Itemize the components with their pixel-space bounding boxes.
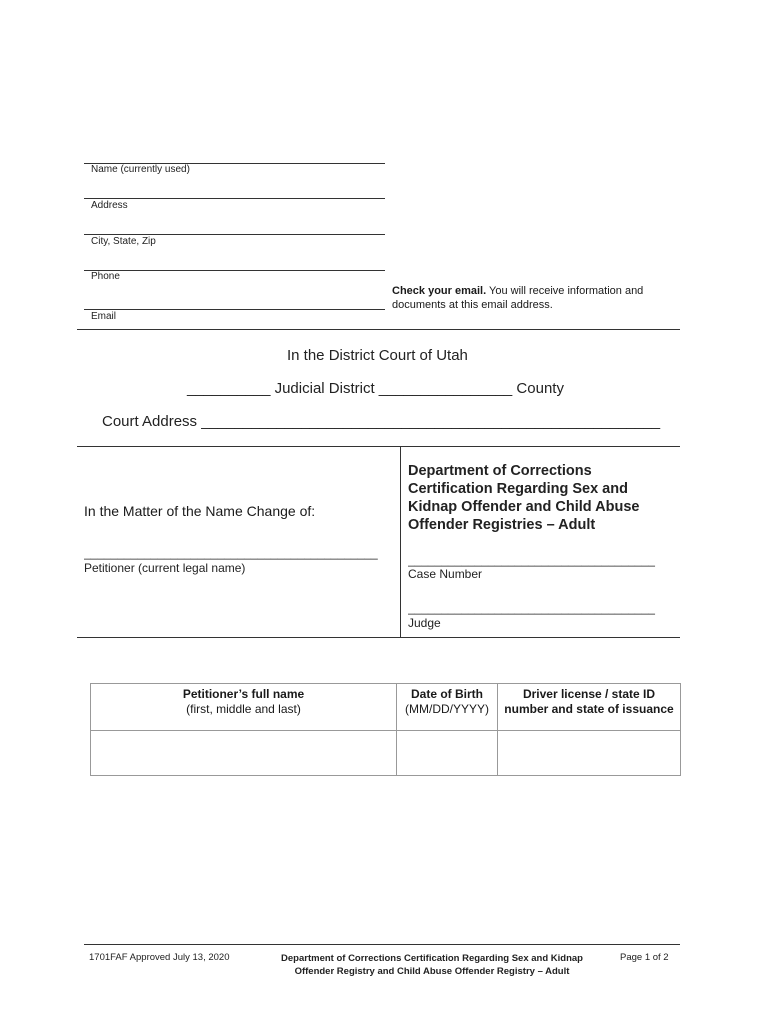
judge-label: Judge <box>408 616 441 630</box>
address-line <box>84 198 385 199</box>
phone-label: Phone <box>91 271 120 282</box>
license-header <box>498 684 681 731</box>
form-id: 1701FAF Approved July 13, 2020 <box>89 952 230 963</box>
footer-title-line1: Department of Corrections Certification Regarding Sex and Kidnap <box>281 953 583 964</box>
full-name-cell[interactable] <box>91 731 397 776</box>
dob-header <box>397 684 498 731</box>
dob-cell[interactable] <box>397 731 498 776</box>
court-address: Court Address _______________________________________________________ <box>102 413 661 430</box>
city-line <box>84 234 385 235</box>
caption-bottom-border <box>77 637 680 638</box>
footer-title-line2: Offender Registry and Child Abuse Offender Registry – Adult <box>294 966 570 977</box>
address-label: Address <box>91 200 128 211</box>
table-row <box>91 731 681 776</box>
footer-divider <box>84 944 680 945</box>
petitioner-line: ____________________________________________ <box>84 546 378 560</box>
full-name-header-sub: (first, middle and last) <box>186 702 301 716</box>
dob-header-bold: Date of Birth <box>411 687 483 701</box>
email-line <box>84 309 385 310</box>
phone-line <box>84 270 385 271</box>
table-header-row <box>91 684 681 731</box>
case-number-line: _____________________________________ <box>408 553 655 567</box>
petitioner-info-table <box>90 683 681 776</box>
case-number-label: Case Number <box>408 567 483 581</box>
license-cell[interactable] <box>498 731 681 776</box>
name-label: Name (currently used) <box>91 164 190 175</box>
full-name-header <box>91 684 397 731</box>
city-state-zip-label: City, State, Zip <box>91 236 156 247</box>
page-number: Page 1 of 2 <box>620 952 669 963</box>
email-note-bold: Check your email. <box>392 285 487 297</box>
email-note-line2: documents at this email address. <box>392 299 553 311</box>
judge-line: _____________________________________ <box>408 601 655 615</box>
caption-divider <box>400 446 401 637</box>
license-header-bold: Driver license / state ID number and state of issuance <box>504 687 674 716</box>
footer-title <box>262 952 602 978</box>
matter-heading: In the Matter of the Name Change of: <box>84 503 316 519</box>
email-label: Email <box>91 311 117 322</box>
full-name-header-bold: Petitioner’s full name <box>182 687 305 701</box>
email-note <box>392 284 672 312</box>
email-note-line1: You will receive information and <box>486 285 644 297</box>
petitioner-label: Petitioner (current legal name) <box>84 561 246 575</box>
header-divider <box>77 329 680 330</box>
document-title: Department of Corrections Certification Regarding Sex and Kidnap Offender and Child Abuse Offender Registries – Adult <box>408 463 640 533</box>
judicial-district-county: __________ Judicial District ________________ County <box>187 380 564 397</box>
caption-top-border <box>77 446 680 447</box>
court-name: In the District Court of Utah <box>287 347 468 364</box>
dob-header-sub: (MM/DD/YYYY) <box>405 702 489 716</box>
